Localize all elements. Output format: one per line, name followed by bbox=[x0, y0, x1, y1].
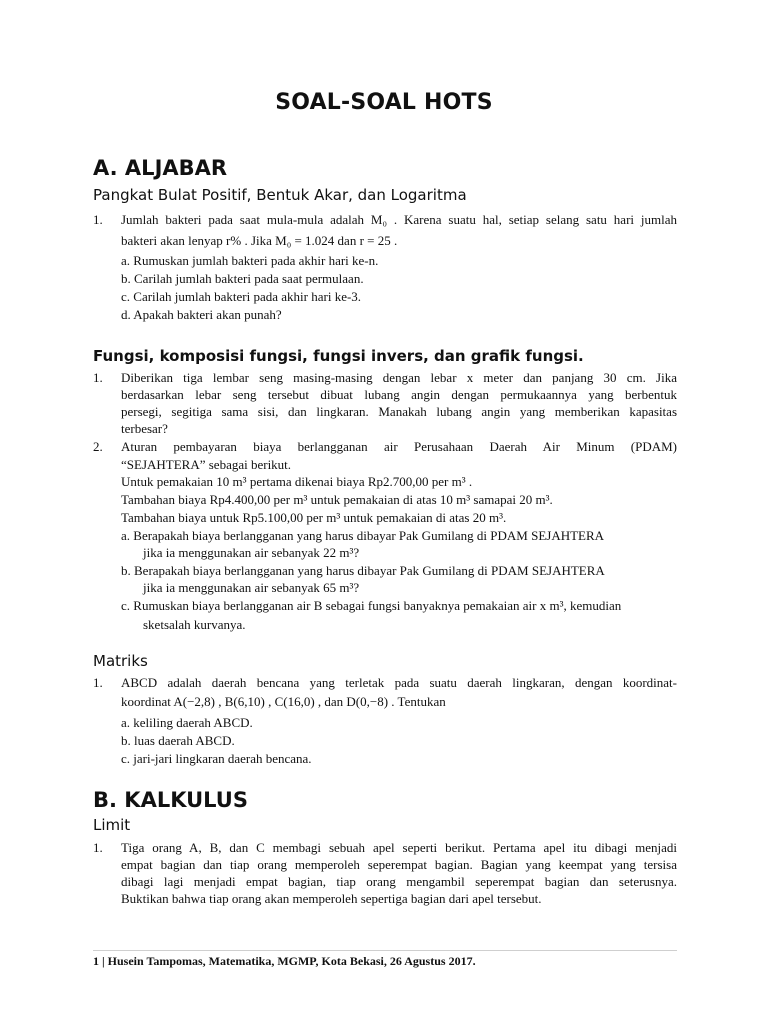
q1-a: a. Rumuskan jumlah bakteri pada akhir hari ke-n. bbox=[121, 253, 379, 268]
m1-b: b. luas daerah ABCD. bbox=[121, 733, 235, 748]
f2-a-line1: a. Berapakah biaya berlangganan yang harus dibayar Pak Gumilang di PDAM SEJAHTERA bbox=[121, 528, 605, 543]
l1-number: 1. bbox=[93, 840, 103, 855]
f2-number: 2. bbox=[93, 439, 103, 454]
m1-line1: ABCD adalah daerah bencana yang terletak pada suatu daerah lingkaran, dengan koordinat- bbox=[121, 675, 677, 690]
subsection-fungsi: Fungsi, komposisi fungsi, fungsi invers, dan grafik fungsi. bbox=[93, 347, 584, 365]
l1-line1: Tiga orang A, B, dan C membagi sebuah apel seperti berikut. Pertama apel itu dibagi menjadi bbox=[121, 840, 677, 855]
l1-line4: Buktikan bahwa tiap orang akan memperoleh sepertiga bagian dari apel tersebut. bbox=[121, 891, 542, 906]
m1-number: 1. bbox=[93, 675, 103, 690]
f2-line5: Tambahan biaya untuk Rp5.100,00 per m³ untuk pemakaian di atas 20 m³. bbox=[121, 510, 507, 525]
m1-a: a. keliling daerah ABCD. bbox=[121, 715, 253, 730]
f1-line4: terbesar? bbox=[121, 421, 168, 436]
q1-number: 1. bbox=[93, 212, 103, 227]
f2-line3: Untuk pemakaian 10 m³ pertama dikenai biaya Rp2.700,00 per m³ . bbox=[121, 474, 473, 489]
l1-line3: dibagi lagi menjadi empat bagian, tiap orang mengambil seperempat bagian dan seterusnya. bbox=[121, 874, 677, 889]
f2-c-line1: c. Rumuskan biaya berlangganan air B sebagai fungsi banyaknya pemakaian air x m³, kemudian bbox=[121, 598, 622, 613]
l1-line2: empat bagian dan tiap orang memperoleh seperempat bagian. Bagian yang keempat yang tersisa bbox=[121, 857, 677, 872]
q1-b: b. Carilah jumlah bakteri pada saat permulaan. bbox=[121, 271, 364, 286]
m1-c: c. jari-jari lingkaran daerah bencana. bbox=[121, 751, 312, 766]
f2-line4: Tambahan biaya Rp4.400,00 per m³ untuk pemakaian di atas 10 m³ samapai 20 m³. bbox=[121, 492, 553, 507]
f1-line3: persegi, segitiga sama sisi, dan lingkaran. Manakah lubang angin yang memberikan kapasitas bbox=[121, 404, 677, 419]
q1-c: c. Carilah jumlah bakteri pada akhir hari ke-3. bbox=[121, 289, 362, 304]
subsection-pangkat: Pangkat Bulat Positif, Bentuk Akar, dan Logaritma bbox=[93, 186, 467, 204]
page-title: SOAL-SOAL HOTS bbox=[275, 90, 493, 115]
f1-line1: Diberikan tiga lembar seng masing-masing dengan lebar x meter dan panjang 30 cm. Jika bbox=[121, 370, 677, 385]
q1-d: d. Apakah bakteri akan punah? bbox=[121, 307, 282, 322]
page-footer: 1 | Husein Tampomas, Matematika, MGMP, Kota Bekasi, 26 Agustus 2017. bbox=[93, 954, 476, 968]
m1-line2: koordinat A(−2,8) , B(6,10) , C(16,0) , dan D(0,−8) . Tentukan bbox=[121, 694, 446, 709]
f2-c-line2: sketsalah kurvanya. bbox=[143, 617, 246, 632]
footer-divider bbox=[93, 950, 677, 951]
f2-a-line2: jika ia menggunakan air sebanyak 22 m³? bbox=[143, 545, 360, 560]
f2-b-line2: jika ia menggunakan air sebanyak 65 m³? bbox=[143, 580, 360, 595]
f2-line1: Aturan pembayaran biaya berlangganan air Perusahaan Daerah Air Minum (PDAM) bbox=[121, 439, 677, 454]
subsection-limit: Limit bbox=[93, 816, 131, 834]
f1-line2: berdasarkan lebar seng tersebut dibuat lubang angin dengan permukaannya yang berbentuk bbox=[121, 387, 677, 402]
f1-number: 1. bbox=[93, 370, 103, 385]
f2-b-line1: b. Berapakah biaya berlangganan yang harus dibayar Pak Gumilang di PDAM SEJAHTERA bbox=[121, 563, 605, 578]
section-a-heading: A. ALJABAR bbox=[93, 156, 228, 180]
q1-line1: Jumlah bakteri pada saat mula-mula adalah M₀ . Karena suatu hal, setiap selang satu hari jumlah bbox=[121, 212, 677, 227]
section-b-heading: B. KALKULUS bbox=[93, 788, 248, 812]
subsection-matriks: Matriks bbox=[93, 652, 148, 670]
q1-line2: bakteri akan lenyap r% . Jika M₀ = 1.024 dan r = 25 . bbox=[121, 233, 398, 248]
f2-line2: “SEJAHTERA” sebagai berikut. bbox=[121, 457, 292, 472]
